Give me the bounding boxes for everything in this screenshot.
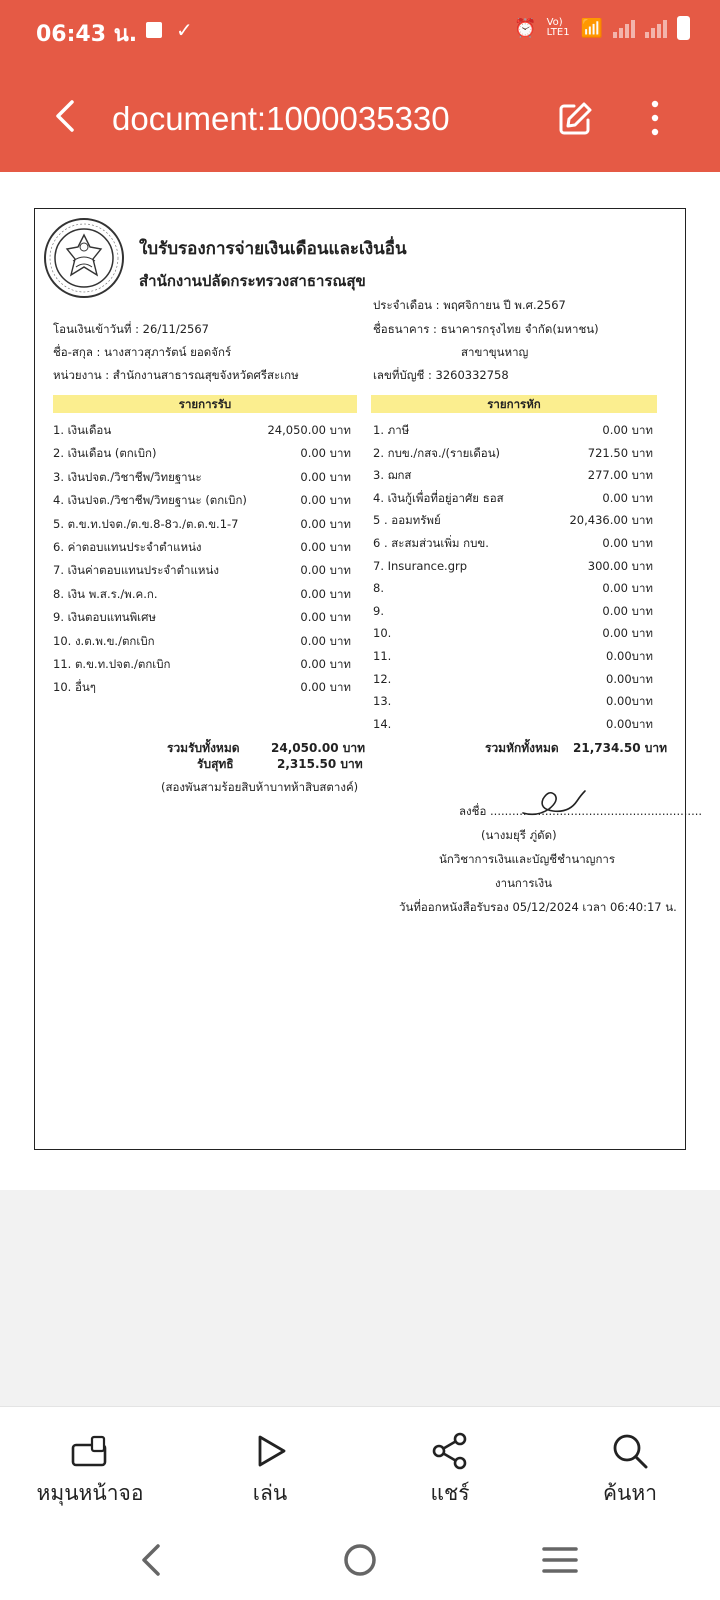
rotate-screen-icon: [70, 1431, 110, 1471]
income-row: [53, 444, 351, 462]
signature-image: [519, 787, 589, 821]
income-row: [53, 632, 351, 650]
deduct-label: 14.: [373, 716, 392, 731]
deduct-label: 12.: [373, 671, 392, 686]
income-header: รายการรับ: [53, 395, 357, 413]
rotate-screen-button[interactable]: [0, 1407, 180, 1521]
total-deduct-label: รวมหักทั้งหมด: [485, 741, 559, 755]
deduct-row: [373, 466, 653, 484]
alarm-icon: ⏰: [514, 17, 537, 39]
status-bar: [0, 0, 720, 60]
app-bar: [0, 60, 720, 172]
bottom-toolbar: [0, 1406, 720, 1520]
status-icons: [514, 16, 690, 40]
deduct-amount: 0.00 บาท: [602, 603, 653, 618]
deduct-label: 13.: [373, 694, 392, 709]
deduct-row: [373, 715, 653, 733]
total-income-value: 24,050.00 บาท: [271, 741, 366, 755]
share-icon: [430, 1431, 470, 1471]
signer-name: (นางมยุรี ภู่ดัด): [481, 828, 557, 842]
employee-name: ชื่อ-สกุล : นางสาวสุภารัตน์ ยอดจักร์: [53, 345, 232, 359]
income-label: 7. เงินค่าตอบแทนประจำตำแหน่ง: [53, 563, 219, 578]
income-amount: 24,050.00 บาท: [267, 423, 351, 437]
nav-home-icon[interactable]: [336, 1536, 384, 1584]
deduct-row: [373, 579, 653, 597]
signer-title: นักวิชาการเงินและบัญชีชำนาญการ: [439, 852, 616, 866]
share-label: แชร์: [430, 1481, 470, 1505]
deduct-row: [373, 692, 653, 710]
signer-unit: งานการเงิน: [495, 876, 552, 890]
bank-name: ชื่อธนาคาร : ธนาคารกรุงไทย จำกัด(มหาชน): [373, 322, 599, 336]
deduct-amount: 0.00บาท: [606, 716, 653, 731]
deduct-label: 10.: [373, 626, 392, 641]
income-label: 4. เงินปจต./วิชาชีพ/วิทยฐานะ (ตกเบิก): [53, 493, 247, 508]
deduct-row: [373, 624, 653, 642]
deduct-row: [373, 534, 653, 552]
lte-icon: Vo) LTE1: [546, 17, 570, 38]
income-amount: 0.00 บาท: [300, 657, 351, 671]
ministry-seal-logo: [43, 217, 125, 299]
deduct-row: [373, 444, 653, 462]
status-time: 06:43 น.: [36, 22, 138, 47]
deduct-amount: 0.00 บาท: [602, 626, 653, 641]
system-nav-bar: [0, 1520, 720, 1600]
battery-icon: [677, 16, 690, 40]
payslip-page: [34, 208, 703, 1150]
income-amount: 0.00 บาท: [300, 469, 351, 484]
deduct-amount: 277.00 บาท: [587, 468, 653, 483]
income-row: [53, 468, 351, 486]
income-label: 10. ง.ต.พ.ข./ตกเบิก: [53, 633, 155, 648]
deduct-amount: 0.00 บาท: [602, 581, 653, 596]
pay-month: ประจำเดือน : พฤศจิกายน ปี พ.ศ.2567: [373, 298, 566, 312]
play-label: เล่น: [252, 1481, 288, 1505]
deduct-row: [373, 557, 653, 575]
deduct-row: [373, 511, 653, 529]
income-amount: 0.00 บาท: [300, 516, 351, 531]
sign-line: ลงชื่อ ..........................................................: [459, 804, 703, 818]
income-row: [53, 655, 351, 673]
notification-check-icon: ✓: [176, 18, 193, 42]
deduct-label: 4. เงินกู้เพื่อที่อยู่อาศัย ธอส: [373, 490, 504, 505]
account-number: เลขที่บัญชี : 3260332758: [373, 368, 509, 382]
doc-org: สำนักงานปลัดกระทรวงสาธารณสุข: [139, 272, 366, 290]
deduct-label: 8.: [373, 581, 384, 596]
deduct-amount: 721.50 บาท: [587, 445, 653, 460]
income-row: [53, 608, 351, 626]
total-income-label: รวมรับทั้งหมด: [167, 741, 240, 755]
income-amount: 0.00 บาท: [300, 633, 351, 648]
deduct-row: [373, 602, 653, 620]
rotate-screen-label: หมุนหน้าจอ: [36, 1481, 144, 1505]
income-amount: 0.00 บาท: [300, 680, 351, 695]
deduct-label: 5 . ออมทรัพย์: [373, 513, 441, 528]
deduct-amount: 0.00 บาท: [602, 536, 653, 550]
signal-icon: [613, 18, 635, 38]
doc-title: ใบรับรองการจ่ายเงินเดือนและเงินอื่น: [139, 239, 407, 259]
income-label: 5. ต.ข.ท.ปจต./ต.ข.8-8ว./ต.ด.ข.1-7: [53, 516, 239, 531]
nav-recents-icon[interactable]: [536, 1536, 584, 1584]
bank-branch: สาขาขุนหาญ: [461, 345, 529, 359]
deduct-label: 1. ภาษี: [373, 423, 410, 437]
deduct-label: 6 . สะสมส่วนเพิ่ม กบข.: [373, 536, 489, 550]
income-amount: 0.00 บาท: [300, 446, 351, 461]
search-button[interactable]: [540, 1407, 720, 1521]
total-deduct-value: 21,734.50 บาท: [573, 741, 668, 755]
deduct-label: 11.: [373, 649, 392, 663]
income-label: 6. ค่าตอบแทนประจำตำแหน่ง: [53, 540, 202, 554]
deduct-row: [373, 489, 653, 507]
deduct-header: รายการหัก: [371, 395, 657, 413]
transfer-date: โอนเงินเข้าวันที่ : 26/11/2567: [53, 322, 209, 336]
deduct-amount: 0.00 บาท: [602, 423, 653, 437]
deduct-amount: 300.00 บาท: [587, 558, 653, 573]
income-row: [53, 491, 351, 509]
income-label: 3. เงินปจต./วิชาชีพ/วิทยฐานะ: [53, 469, 202, 484]
income-amount: 0.00 บาท: [300, 563, 351, 578]
income-amount: 0.00 บาท: [300, 540, 351, 554]
income-amount: 0.00 บาท: [300, 586, 351, 601]
deduct-label: 3. ฌกส: [373, 468, 412, 483]
income-label: 1. เงินเดือน: [53, 423, 112, 437]
play-icon: [250, 1431, 290, 1471]
notification-square-icon: [146, 22, 162, 38]
income-label: 2. เงินเดือน (ตกเบิก): [53, 446, 157, 461]
deduct-amount: 20,436.00 บาท: [569, 513, 653, 528]
deduct-amount: 0.00บาท: [606, 694, 653, 709]
more-vert-icon[interactable]: [650, 100, 660, 136]
income-amount: 0.00 บาท: [300, 493, 351, 508]
deduct-label: 2. กบข./กสจ./(รายเดือน): [373, 445, 501, 460]
search-icon: [610, 1431, 650, 1471]
back-arrow-icon[interactable]: [46, 96, 86, 136]
income-row: [53, 678, 351, 696]
document-title: document:1000035330: [112, 100, 450, 137]
net-in-words: (สองพันสามร้อยสิบห้าบาทห้าสิบสตางค์): [161, 780, 359, 794]
deduct-row: [373, 421, 653, 439]
income-row: [53, 561, 351, 579]
signal-2-icon: [645, 18, 667, 38]
document-viewer[interactable]: [0, 172, 720, 1190]
play-button[interactable]: [180, 1407, 360, 1521]
deduct-amount: 0.00บาท: [606, 671, 653, 686]
edit-icon[interactable]: [556, 100, 594, 138]
deduct-row: [373, 670, 653, 688]
deduct-amount: 0.00บาท: [606, 649, 653, 663]
net-value: 2,315.50 บาท: [277, 757, 363, 771]
income-amount: 0.00 บาท: [300, 610, 351, 625]
deduct-amount: 0.00 บาท: [602, 490, 653, 505]
share-button[interactable]: [360, 1407, 540, 1521]
income-label: 8. เงิน พ.ส.ร./พ.ค.ก.: [53, 586, 158, 601]
issue-datetime: วันที่ออกหนังสือรับรอง 05/12/2024 เวลา 06:40:17 น.: [399, 900, 677, 914]
income-label: 9. เงินตอบแทนพิเศษ: [53, 610, 156, 625]
income-label: 11. ต.ข.ท.ปจต./ตกเบิก: [53, 657, 171, 671]
deduct-row: [373, 647, 653, 665]
income-row: [53, 421, 351, 439]
search-label: ค้นหา: [602, 1481, 658, 1505]
income-row: [53, 538, 351, 556]
wifi-icon: 📶: [580, 17, 603, 39]
income-row: [53, 515, 351, 533]
work-unit: หน่วยงาน : สำนักงานสาธารณสุขจังหวัดศรีสะเกษ: [53, 368, 299, 382]
nav-back-icon[interactable]: [128, 1536, 176, 1584]
deduct-label: 7. Insurance.grp: [373, 558, 468, 573]
net-label: รับสุทธิ: [197, 757, 234, 771]
income-label: 10. อื่นๆ: [53, 680, 96, 695]
deduct-label: 9.: [373, 603, 384, 618]
income-row: [53, 585, 351, 603]
